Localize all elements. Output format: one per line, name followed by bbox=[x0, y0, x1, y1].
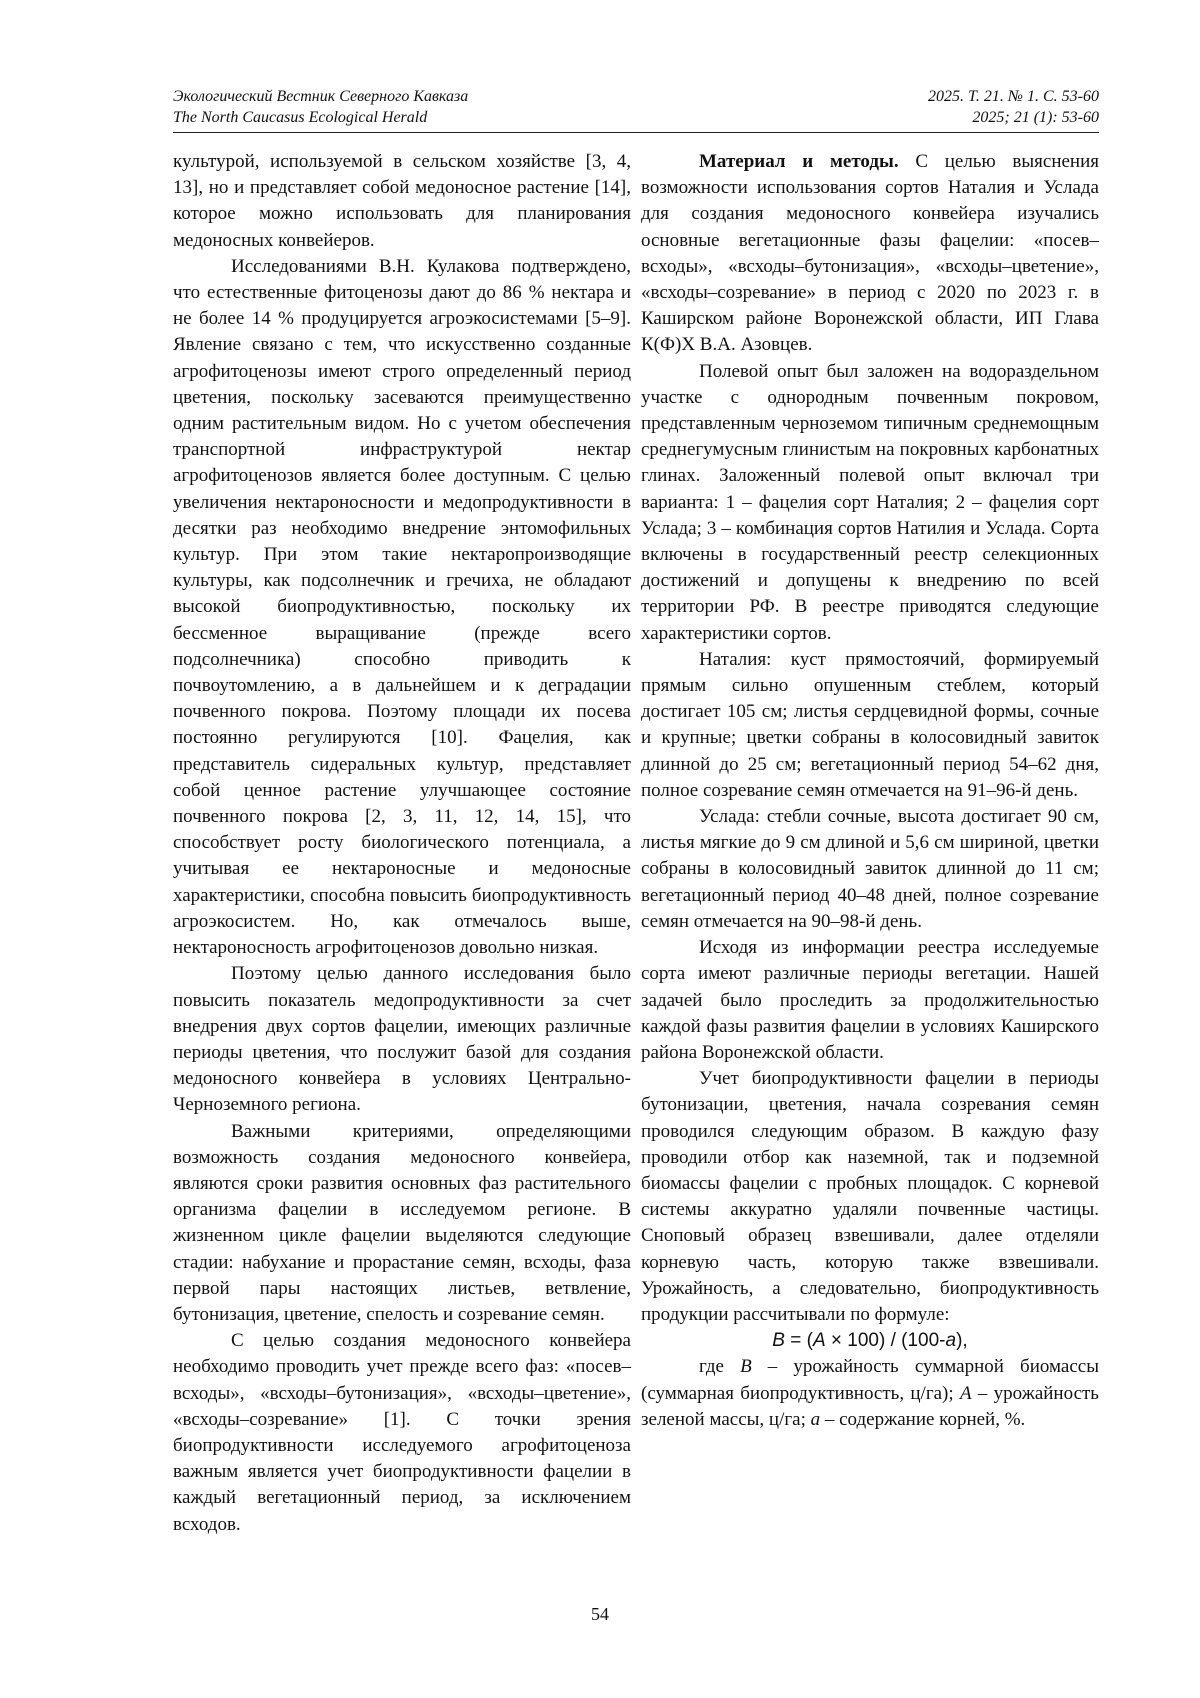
journal-title-en: The North Caucasus Ecological Herald bbox=[173, 109, 428, 126]
legend-var-A: A bbox=[959, 1382, 972, 1404]
paragraph: Полевой опыт был заложен на водораздельном участке с однородным почвенным покровом, представленным черноземом типичным среднемощным среднегумусным глинистым на покровных карбонатных глинах. Заложенный полевой опыт включал три варианта: 1 – фацелия сорт Наталия; 2 – фацелия сорт Услада; 3 – комбинация сортов Натилия и Услада. Сорта включены в государственный реестр селекционных достижений и допущены к внедрению по всей территории РФ. В реестре приводятся следующие характеристики сортов. bbox=[641, 360, 1099, 644]
right-column bbox=[641, 149, 1099, 1433]
paragraph: Услада: стебли сочные, высота достигает 90 см, листья мягкие до 9 см длиной и 5,6 см шириной, цветки собраны в колосовидный завиток длинной до 11 см; вегетационный период 40–48 дней, полное созревание семян отмечается на 90–98-й день. bbox=[641, 806, 1099, 932]
legend-text: где bbox=[699, 1356, 741, 1378]
formula-var-A: A bbox=[812, 1330, 826, 1352]
paragraph: Учет биопродуктивности фацелии в периоды бутонизации, цветения, начала созревания семян проводился следующим образом. В каждую фазу проводили отбор как наземной, так и подземной биомассы фацелии с пробных площадок. С корневой системы аккуратно удаляли почвенные частицы. Сноповый образец взвешивали, далее отделяли корневую часть, которую также взвешивали. Урожайность, а следовательно, биопродуктивность продукции рассчитывали по формуле: bbox=[641, 1068, 1099, 1325]
paragraph: Исходя из информации реестра исследуемые сорта имеют различные периоды вегетации. Нашей задачей было проследить за продолжительностью каждой фазы развития фацелии в условиях Каширского района Воронежской области. bbox=[641, 937, 1099, 1063]
paragraph: С целью создания медоносного конвейера необходимо проводить учет прежде всего фаз: «посев–всходы», «всходы–бутонизация», «всходы–цветение», «всходы–созревание» [1]. С точки зрения биопродуктивности исследуемого агрофитоценоза важным является учет биопродуктивности фацелии в каждый вегетационный период, за исключением всходов. bbox=[173, 1330, 631, 1535]
legend-var-B: B bbox=[740, 1356, 752, 1378]
formula-part: × 100) / (100- bbox=[825, 1330, 946, 1352]
paragraph: Важными критериями, определяющими возможность создания медоносного конвейера, являются сроки развития основных фаз растительного организма фацелии в исследуемом регионе. В жизненном цикле фацелии выделяются следующие стадии: набухание и прорастание семян, всходы, фаза первой пары настоящих листьев, ветвление, бутонизация, цветение, спелость и созревание семян. bbox=[173, 1120, 631, 1325]
methods-paragraph bbox=[641, 149, 1099, 359]
paragraph: Поэтому целью данного исследования было повысить показатель медопродуктивности за счет внедрения двух сортов фацелии, имеющих различные периоды цветения, что послужит базой для создания медоносного конвейера в условиях Центрально-Черноземного региона. bbox=[173, 963, 631, 1116]
paragraph: культурой, используемой в сельском хозяйстве [3, 4, 13], но и представляет собой медоносное растение [14], которое можно использовать для планирования медоносных конвейеров. bbox=[173, 151, 631, 251]
citation-ru: 2025. Т. 21. № 1. С. 53-60 bbox=[928, 88, 1099, 105]
journal-title-ru: Экологический Вестник Северного Кавказа bbox=[173, 88, 469, 105]
paragraph: Наталия: куст прямостоячий, формируемый прямым сильно опушенным стеблем, который достигает 105 см; листья сердцевидной формы, сочные и крупные; цветки собраны в колосовидный завиток длинной до 25 см; вегетационный период 54–62 дня, полное созревание семян отмечается на 91–96-й день. bbox=[641, 648, 1099, 801]
paragraph: Исследованиями В.Н. Кулакова подтверждено, что естественные фитоценозы дают до 86 % нектара и не более 14 % продуцируется агроэкосистемами [5–9]. Явление связано с тем, что искусственно созданные агрофитоценозы имеют строго определенный период цветения, поскольку засеваются преимущественно одним растительным видом. Но с учетом обеспечения транспортной инфраструктурой нектар агрофитоценозов является более доступным. С целью увеличения нектароносности и медопродуктивности в десятки раз необходимо внедрение энтомофильных культур. При этом такие нектаропроизводящие культуры, как подсолнечник и гречиха, не обладают высокой биопродуктивностью, поскольку их бессменное выращивание (прежде всего подсолнечника) способно приводить к почвоутомлению, а в дальнейшем и к деградации почвенного покрова. Поэтому площади их посева постоянно регулируются [10]. Фацелия, как представитель сидеральных культур, представляет собой ценное растение улучшающее состояние почвенного покрова [2, 3, 11, 12, 14, 15], что способствует росту биологического потенциала, а учитывая ее нектароносные и медоносные характеристики, способна повысить биопродуктивность агроэкосистем. Но, как отмечалось выше, нектароносность агрофитоценозов довольно низкая. bbox=[173, 255, 631, 959]
page-number: 54 bbox=[591, 1604, 609, 1624]
header-rule bbox=[173, 132, 1099, 133]
legend-var-a: a bbox=[810, 1408, 821, 1430]
citation-en: 2025; 21 (1): 53-60 bbox=[972, 109, 1099, 126]
legend-text: – урожайность зеленой массы, ц/га; bbox=[641, 1382, 1099, 1430]
formula-var-B: B bbox=[772, 1330, 785, 1352]
formula-part: ), bbox=[956, 1330, 968, 1352]
formula-part: = ( bbox=[784, 1330, 813, 1352]
section-heading-methods: Материал и методы. bbox=[699, 151, 899, 172]
legend-text: – урожайность суммарной биомассы (суммарная биопродуктивность, ц/га); bbox=[641, 1356, 1099, 1404]
formula-var-a: a bbox=[945, 1330, 957, 1352]
legend-text: – содержание корней, %. bbox=[820, 1408, 1026, 1430]
formula-legend bbox=[641, 1354, 1099, 1433]
left-column bbox=[173, 149, 631, 1538]
formula bbox=[641, 1328, 1099, 1354]
methods-text: С целью выяснения возможности использования сортов Наталия и Услада для создания медоносного конвейера изучались основные вегетационные фазы фацелии: «посев–всходы», «всходы–бутонизация», «всходы–цветение», «всходы–созревание» в период с 2020 по 2023 г. в Каширском районе Воронежской области, ИП Глава К(Ф)Х В.А. Азовцев. bbox=[641, 151, 1099, 356]
